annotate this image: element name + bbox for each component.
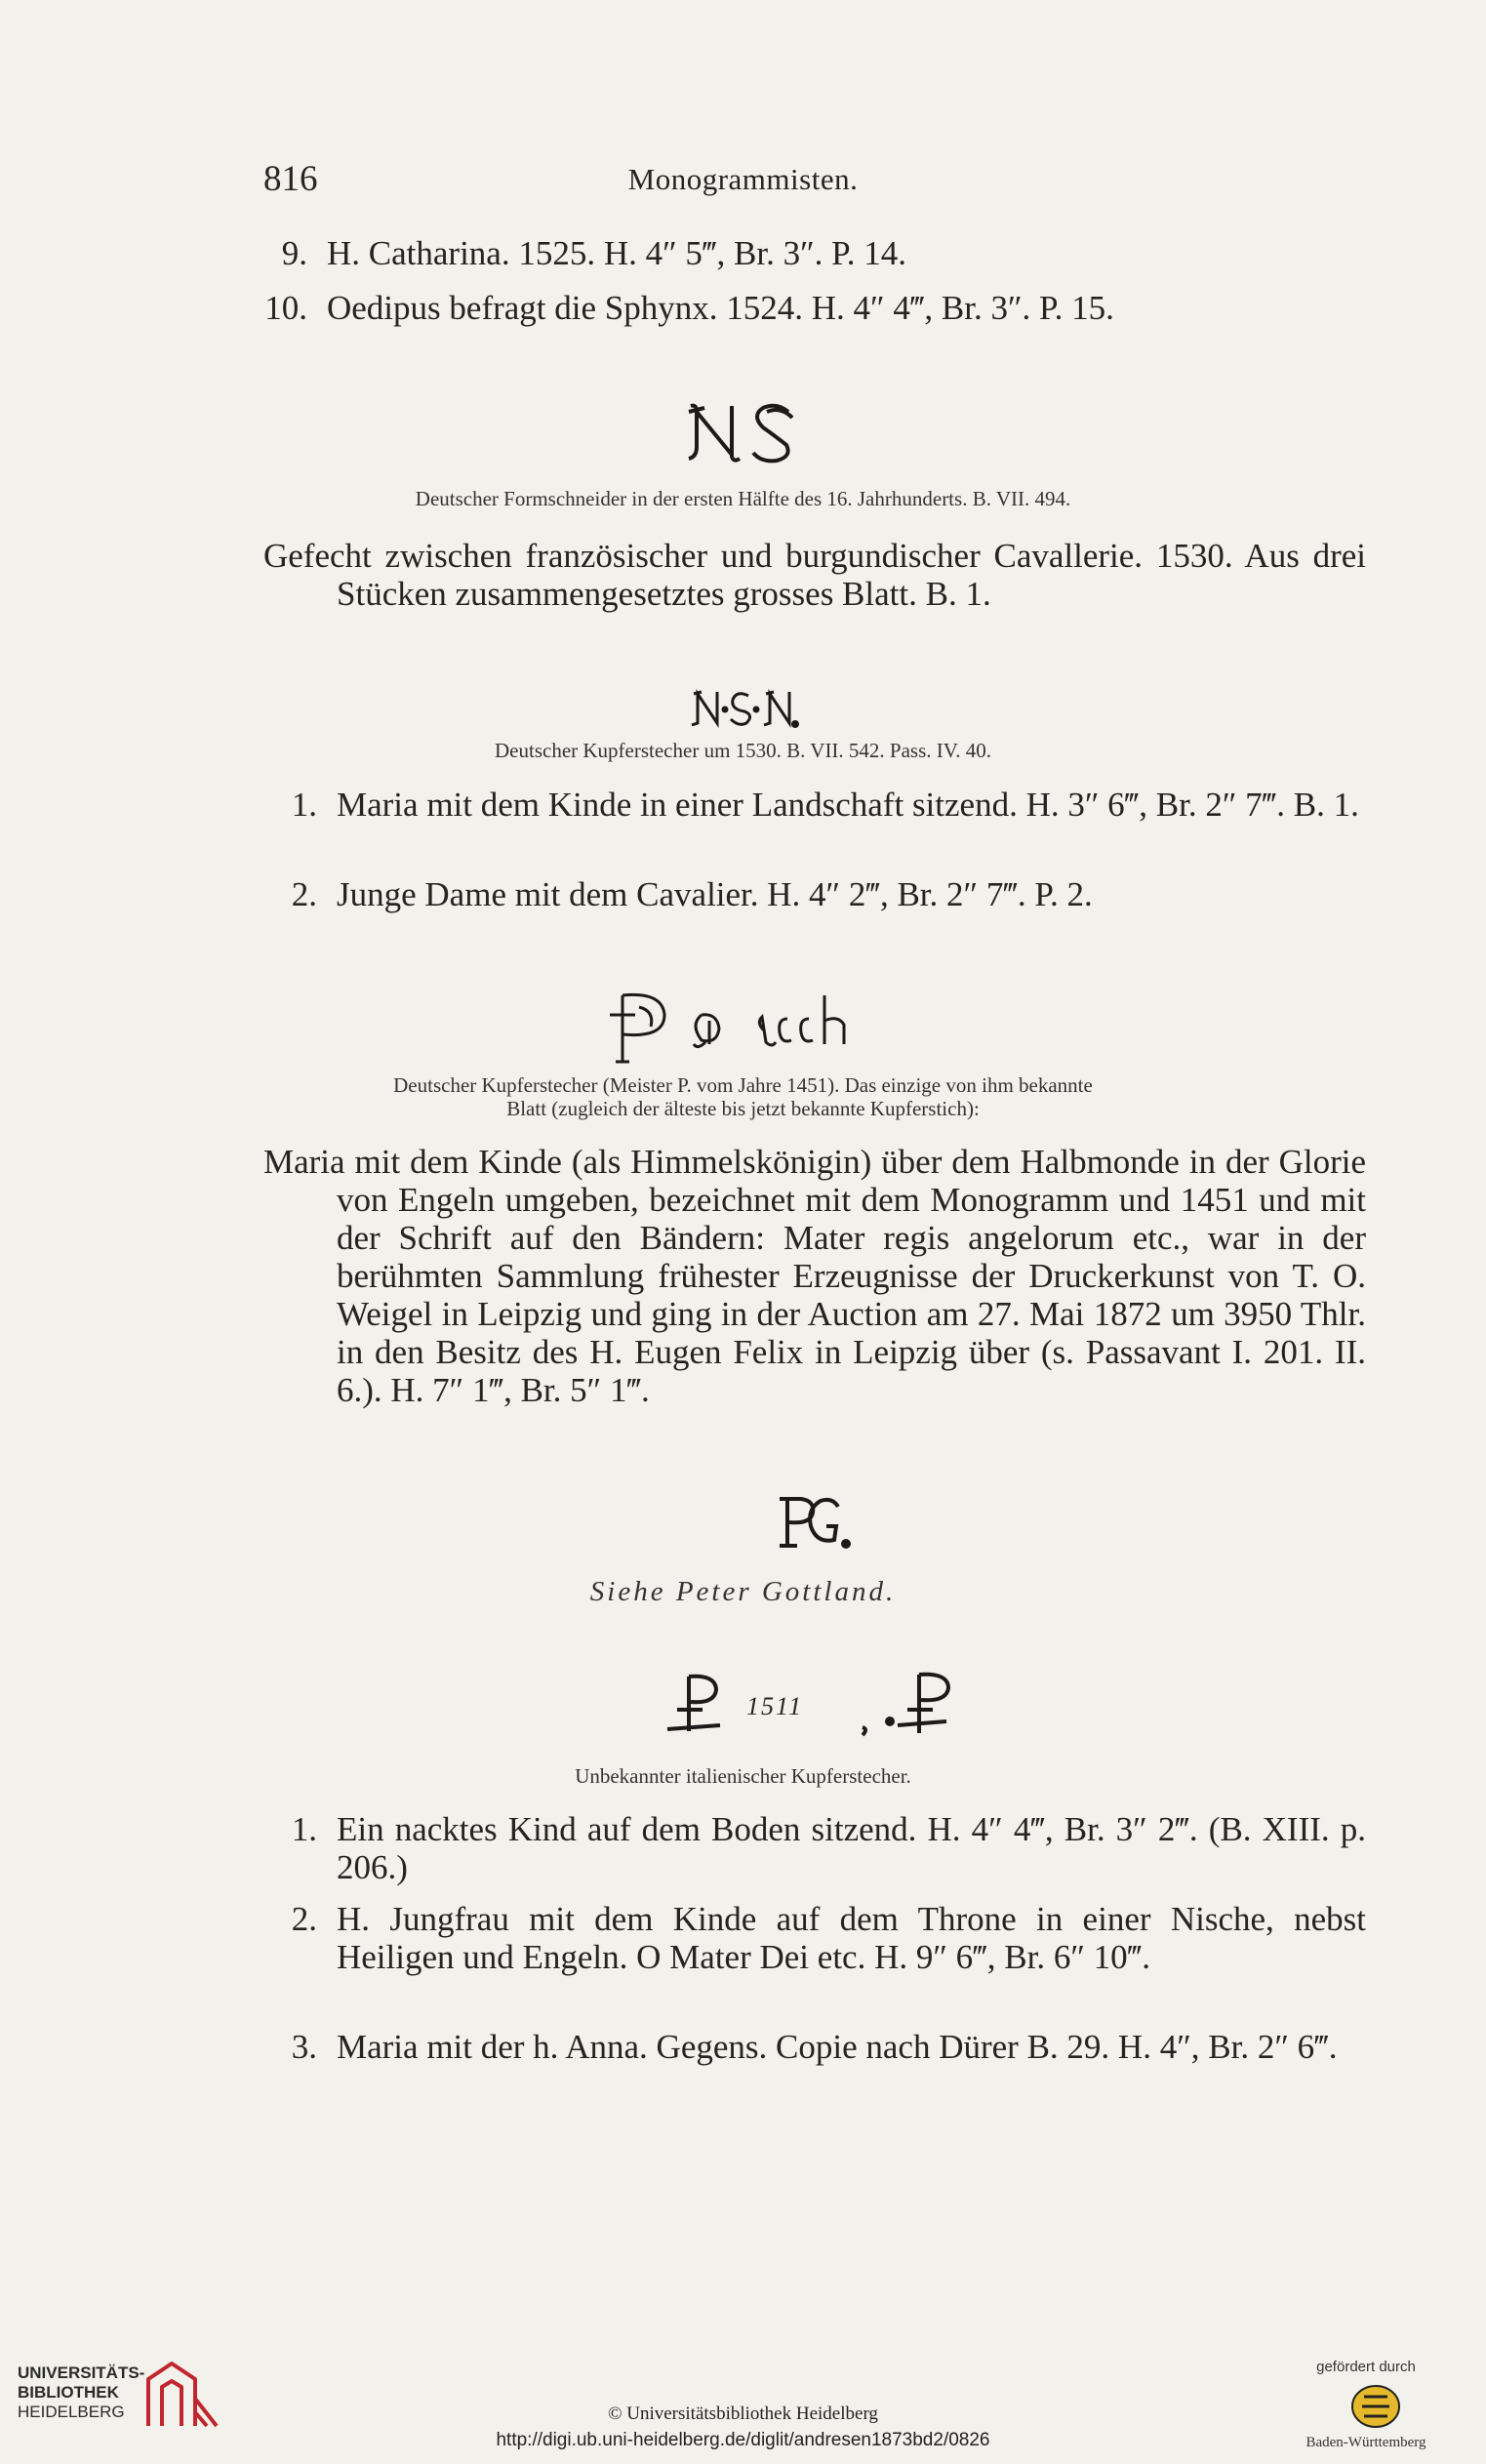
list-item [263, 1900, 1366, 2017]
caption-ns: Deutscher Formschneider in der ersten Hälfte des 16. Jahrhunderts. B. VII. 494. [415, 487, 1071, 510]
item-number: 10. [264, 289, 307, 327]
library-logo[interactable] [18, 2352, 213, 2440]
funder-name: Baden-Württemberg [1305, 2435, 1426, 2450]
item-text: Maria mit dem Kinde in einer Landschaft sitzend. H. 3″ 6‴, Br. 2″ 7‴. B. 1. [337, 786, 1359, 824]
paragraph-p1451 [263, 1143, 1366, 1409]
paragraph-p1451-text: Maria mit dem Kinde (als Himmelskönigin) über dem Halbmonde in der Glorie von Engeln umgeben, bezeichnet mit dem Monogramm und 1451 und mit der Schrift auf den Bändern: Mater regis angelorum etc., war in der berühmten Sammlung frühester Erzeugnisse der Druckerkunst von T. O. Weigel in Leipzig und ging in der Auction am 27. Mai 1872 um 3950 Thlr. in den Besitz des H. Eugen Felix in Leipzig über (s. Passavant I. 201. II. 6.). H. 7″ 1‴, Br. 5″ 1‴. [263, 1143, 1366, 1409]
source-url-link[interactable]: http://digi.ub.uni-heidelberg.de/diglit/andresen1873bd2/0826 [496, 2430, 990, 2450]
copyright-notice: © Universitätsbibliothek Heidelberg [608, 2403, 878, 2424]
item-text: Maria mit der h. Anna. Gegens. Copie nach Dürer B. 29. H. 4″, Br. 2″ 6‴. [337, 2028, 1338, 2066]
list-item [263, 2028, 1366, 2106]
caption-pg: Siehe Peter Gottland. [589, 1576, 897, 1607]
page-number: 816 [263, 159, 318, 199]
paragraph-ns-text: Gefecht zwischen französischer und burgundischer Cavallerie. 1530. Aus drei Stücken zusammengesetztes grosses Blatt. B. 1. [263, 537, 1366, 613]
running-title: Monogrammisten. [627, 162, 859, 196]
item-number: 2. [291, 875, 317, 913]
item-text: Ein nacktes Kind auf dem Boden sitzend. H. 4″ 4‴, Br. 3″ 2‴. (B. XIII. p. 206.) [337, 1810, 1366, 1886]
funded-by-label: gefördert durch [1316, 2359, 1416, 2375]
library-name-line2: BIBLIOTHEK [18, 2383, 119, 2402]
item-text: Oedipus befragt die Sphynx. 1524. H. 4″ 4‴, Br. 3″. P. 15. [327, 289, 1114, 327]
monogram-p1511-image [663, 1671, 976, 1739]
item-number: 1. [291, 1810, 317, 1848]
paragraph-ns [263, 537, 1366, 613]
item-number: 2. [291, 1900, 317, 1938]
caption-nsn: Deutscher Kupferstecher um 1530. B. VII. 542. Pass. IV. 40. [495, 739, 991, 762]
item-number: 1. [291, 786, 317, 824]
funder-coat-of-arms-icon [1346, 2381, 1405, 2430]
caption-p1451-line2: Blatt (zugleich der älteste bis jetzt bekannte Kupferstich): [506, 1097, 980, 1120]
item-number: 3. [291, 2028, 317, 2066]
caption-p1511: Unbekannter italienischer Kupferstecher. [575, 1764, 911, 1788]
item-text: H. Jungfrau mit dem Kinde auf dem Throne in einer Nische, nebst Heiligen und Engeln. O Mater Dei etc. H. 9″ 6‴, Br. 6″ 10‴. [337, 1900, 1366, 1976]
monogram-year: 1511 [746, 1692, 804, 1720]
library-name-line3: HEIDELBERG [18, 2403, 125, 2421]
item-number: 9. [281, 234, 307, 272]
item-text: H. Catharina. 1525. H. 4″ 5‴, Br. 3″. P. 14. [327, 234, 906, 272]
list-item [263, 1810, 1366, 1888]
monogram-nsn-image [688, 688, 800, 729]
caption-p1451-line1: Deutscher Kupferstecher (Meister P. vom Jahre 1451). Das einzige von ihm bekannte [393, 1073, 1093, 1097]
monogram-pg-image [776, 1493, 854, 1550]
monogram-ns-image [683, 398, 805, 466]
item-text: Junge Dame mit dem Cavalier. H. 4″ 2‴, Br. 2″ 7‴. P. 2. [337, 875, 1093, 913]
list-item [263, 786, 1366, 864]
library-name-line1: UNIVERSITÄTS- [18, 2363, 145, 2382]
monogram-p1451-image [600, 986, 893, 1068]
